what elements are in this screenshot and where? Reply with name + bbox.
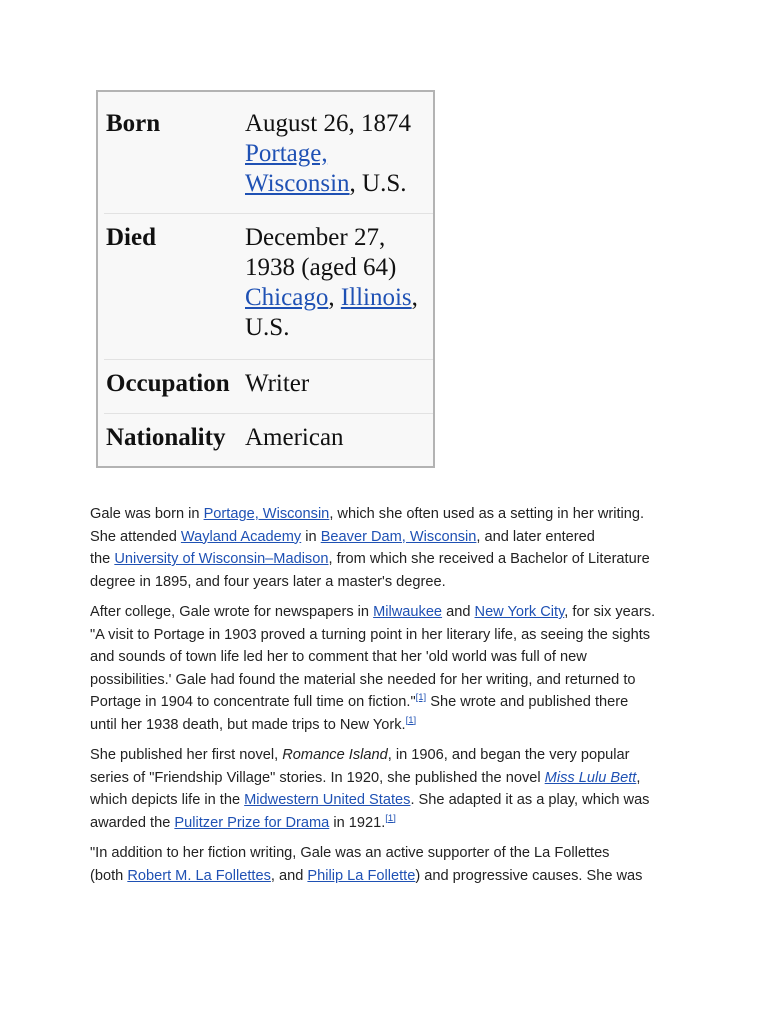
infobox: [96, 90, 435, 468]
text: After college, Gale wrote for newspapers in: [90, 604, 374, 620]
infobox-divider: [104, 213, 433, 214]
miss-lulu-bett-link[interactable]: Miss Lulu Bett: [544, 769, 637, 786]
text: , in 1906, and began the very popular: [387, 747, 630, 763]
occupation-value: Writer: [245, 370, 310, 397]
paragraph-3: [90, 744, 690, 834]
paragraph-4: [90, 842, 690, 887]
text: , and: [270, 867, 308, 884]
text: which depicts life in the: [90, 792, 245, 808]
text: and: [442, 604, 475, 620]
text: in 1921.: [329, 814, 386, 831]
nationality-label: Nationality: [106, 424, 226, 451]
text: possibilities.' Gale had found the material she needed for her writing, and returned to: [90, 671, 636, 688]
died-comma: ,: [328, 284, 341, 311]
robert-la-follette-link[interactable]: Robert M. La Follettes: [127, 867, 271, 884]
text: She attended: [90, 528, 181, 545]
died-label: Died: [106, 224, 156, 251]
milwaukee-link[interactable]: Milwaukee: [373, 604, 443, 620]
reference-link[interactable]: [1]: [385, 812, 396, 824]
text: degree in 1895, and four years later a master's degree.: [90, 573, 446, 590]
paragraph-2: [90, 601, 690, 736]
text: "In addition to her fiction writing, Gale was an active supporter of the La Follettes: [90, 845, 610, 861]
philip-la-follette-link[interactable]: Philip La Follette: [307, 867, 416, 884]
text: Gale was born in: [90, 506, 204, 522]
article-body: [90, 503, 690, 895]
occupation-label: Occupation: [106, 370, 230, 397]
text: , which she often used as a setting in her writing.: [329, 506, 645, 522]
beaver-dam-link[interactable]: Beaver Dam, Wisconsin: [320, 528, 477, 545]
portage-wisconsin-link[interactable]: Portage, Wisconsin: [203, 506, 330, 522]
text: awarded the: [90, 814, 175, 831]
text: She wrote and published there: [426, 694, 629, 710]
text: ) and progressive causes. She was: [415, 867, 643, 884]
died-date-line2: 1938 (aged 64): [245, 254, 397, 281]
text: . She adapted it as a play, which was: [410, 792, 650, 808]
text: until her 1938 death, but made trips to New York.: [90, 716, 406, 733]
died-country: U.S.: [245, 314, 290, 341]
infobox-divider: [104, 413, 433, 414]
uw-madison-link[interactable]: University of Wisconsin–Madison: [114, 551, 329, 567]
text: ,: [636, 769, 641, 786]
illinois-link[interactable]: Illinois: [340, 284, 412, 311]
text: , and later entered: [476, 528, 595, 545]
chicago-link[interactable]: Chicago: [245, 284, 329, 311]
romance-island-title: Romance Island: [282, 747, 388, 763]
born-label: Born: [106, 110, 161, 137]
died-date-line1: December 27,: [245, 224, 386, 251]
infobox-divider: [104, 359, 433, 360]
portage-link[interactable]: Portage,: [245, 140, 328, 167]
text: , for six years.: [564, 604, 656, 620]
wisconsin-link[interactable]: Wisconsin: [245, 170, 350, 197]
born-value: [245, 109, 431, 199]
new-york-city-link[interactable]: New York City: [474, 604, 565, 620]
text: Portage in 1904 to concentrate full time on fiction.": [90, 694, 416, 710]
born-date: August 26, 1874: [245, 110, 411, 137]
paragraph-1: [90, 503, 690, 593]
died-trailing-comma: ,: [411, 284, 418, 311]
midwestern-us-link[interactable]: Midwestern United States: [244, 792, 411, 808]
nationality-value: American: [245, 424, 344, 451]
born-country: , U.S.: [349, 170, 407, 197]
text: and sounds of town life led her to comment that her 'old world was full of new: [90, 649, 587, 665]
text: "A visit to Portage in 1903 proved a turning point in her literary life, as seeing the sights: [90, 626, 651, 643]
reference-link[interactable]: [1]: [415, 692, 427, 703]
died-value: [245, 223, 431, 343]
reference-link[interactable]: [1]: [405, 714, 417, 726]
text: series of "Friendship Village" stories. In 1920, she published the novel: [90, 769, 545, 786]
wayland-academy-link[interactable]: Wayland Academy: [180, 528, 302, 545]
text: She published her first novel,: [90, 747, 283, 763]
text: the: [90, 551, 115, 567]
text: , from which she received a Bachelor of Literature: [328, 551, 650, 567]
text: (both: [90, 867, 128, 884]
text: in: [301, 528, 321, 545]
pulitzer-prize-link[interactable]: Pulitzer Prize for Drama: [174, 814, 330, 831]
